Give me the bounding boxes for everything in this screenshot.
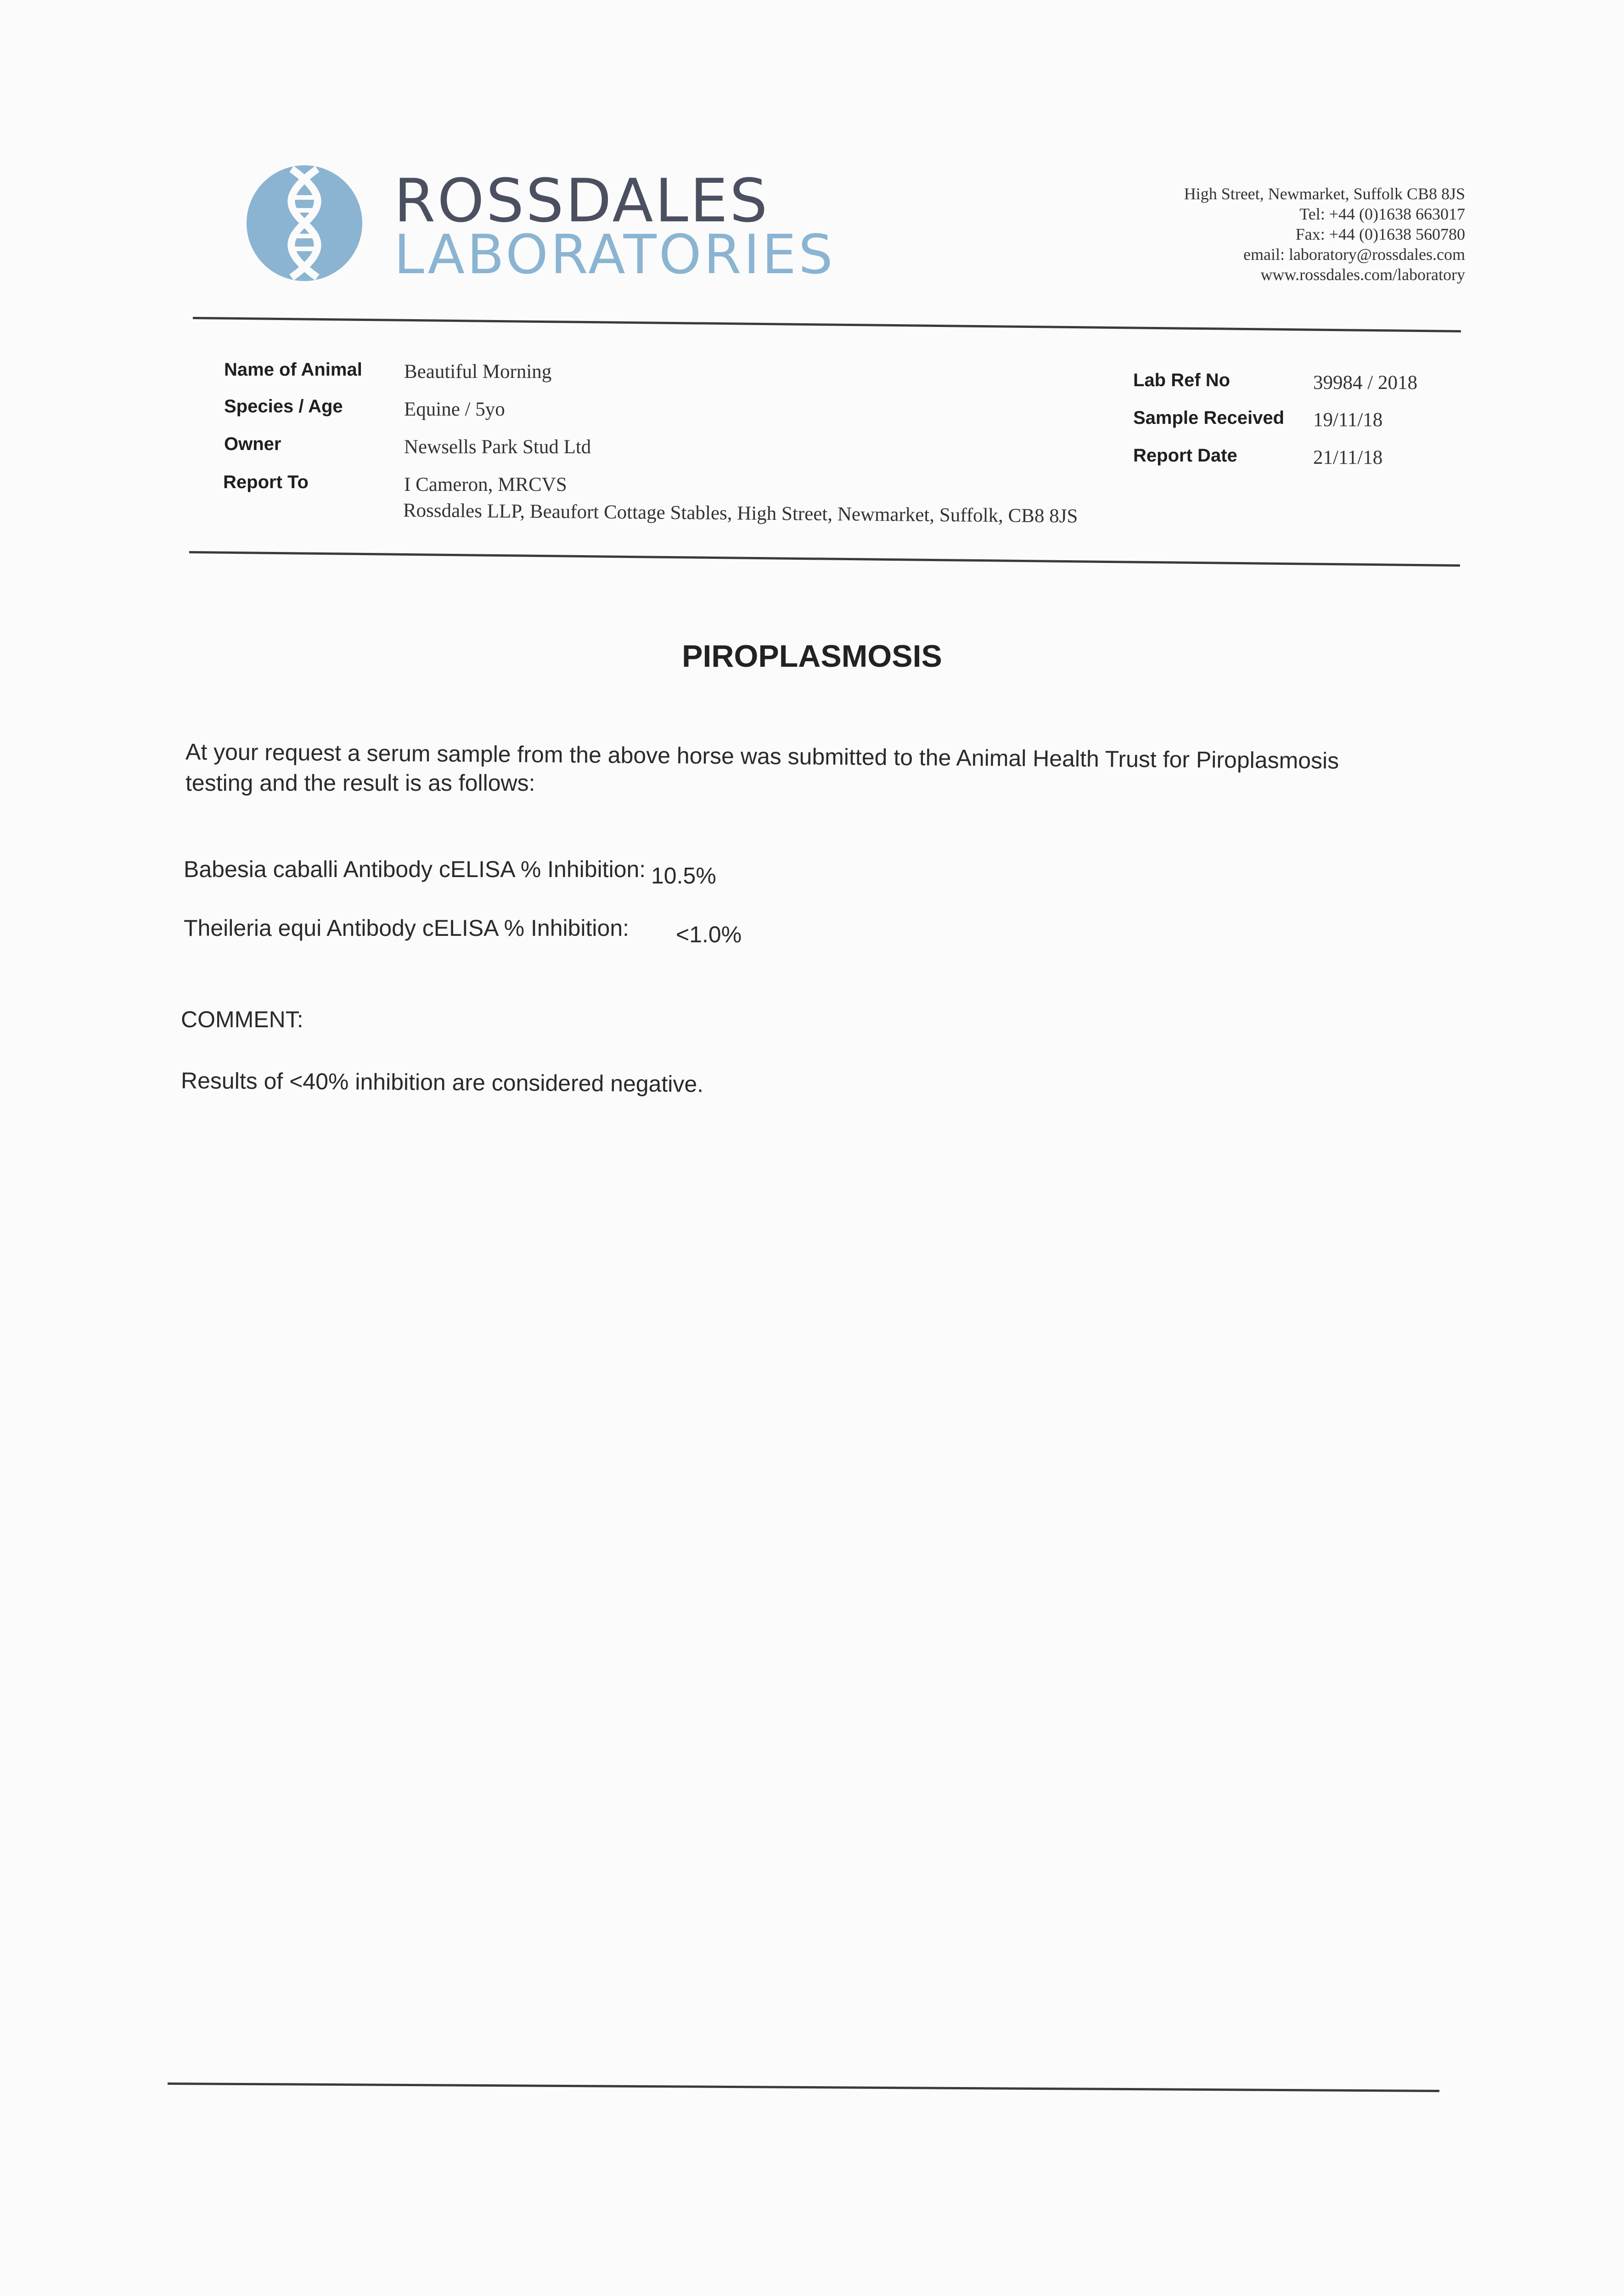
report-date-value: 21/11/18 bbox=[1313, 447, 1383, 468]
footer-divider bbox=[168, 2082, 1439, 2092]
website-line: www.rossdales.com/laboratory bbox=[1260, 265, 1465, 284]
phone-line: Tel: +44 (0)1638 663017 bbox=[1299, 205, 1465, 223]
logo-wordmark-bottom: LABORATORIES bbox=[394, 223, 835, 286]
intro-line-2: testing and the result is as follows: bbox=[185, 770, 535, 796]
logo-wordmark-top: ROSSDALES bbox=[394, 166, 770, 236]
lab-ref-value: 39984 / 2018 bbox=[1313, 372, 1417, 394]
address-line: High Street, Newmarket, Suffolk CB8 8JS bbox=[1184, 185, 1465, 203]
report-title: PIROPLASMOSIS bbox=[682, 639, 942, 674]
lab-ref-label: Lab Ref No bbox=[1133, 370, 1231, 390]
name-of-animal-label: Name of Animal bbox=[224, 360, 362, 380]
sample-received-label: Sample Received bbox=[1133, 408, 1285, 428]
report-date-label: Report Date bbox=[1133, 445, 1237, 466]
report-to-name: I Cameron, MRCVS bbox=[404, 474, 567, 495]
dna-logo-icon bbox=[246, 164, 363, 282]
details-divider bbox=[189, 551, 1460, 567]
comment-label: COMMENT: bbox=[181, 1007, 303, 1032]
species-age-value: Equine / 5yo bbox=[404, 399, 505, 420]
theileria-result-label: Theileria equi Antibody cELISA % Inhibition: bbox=[184, 915, 629, 941]
report-to-address: Rossdales LLP, Beaufort Cottage Stables, High Street, Newmarket, Suffolk, CB8 8JS bbox=[403, 500, 1078, 527]
babesia-result-value: 10.5% bbox=[651, 863, 716, 889]
sample-received-value: 19/11/18 bbox=[1313, 409, 1383, 431]
name-of-animal-value: Beautiful Morning bbox=[404, 361, 552, 383]
theileria-result-value: <1.0% bbox=[676, 922, 742, 947]
owner-label: Owner bbox=[224, 434, 281, 454]
species-age-label: Species / Age bbox=[224, 396, 343, 416]
intro-line-1: At your request a serum sample from the above horse was submitted to the Animal Health Trust for Piroplasmosis bbox=[185, 739, 1339, 774]
report-to-label: Report To bbox=[223, 472, 309, 492]
lab-address-block bbox=[1184, 184, 1465, 285]
comment-text: Results of <40% inhibition are considered negative. bbox=[180, 1068, 704, 1097]
babesia-result-label: Babesia caballi Antibody cELISA % Inhibition: bbox=[184, 856, 646, 882]
fax-line: Fax: +44 (0)1638 560780 bbox=[1295, 225, 1465, 243]
email-line: email: laboratory@rossdales.com bbox=[1243, 245, 1465, 264]
header-divider bbox=[193, 317, 1461, 332]
owner-value: Newsells Park Stud Ltd bbox=[404, 436, 591, 458]
